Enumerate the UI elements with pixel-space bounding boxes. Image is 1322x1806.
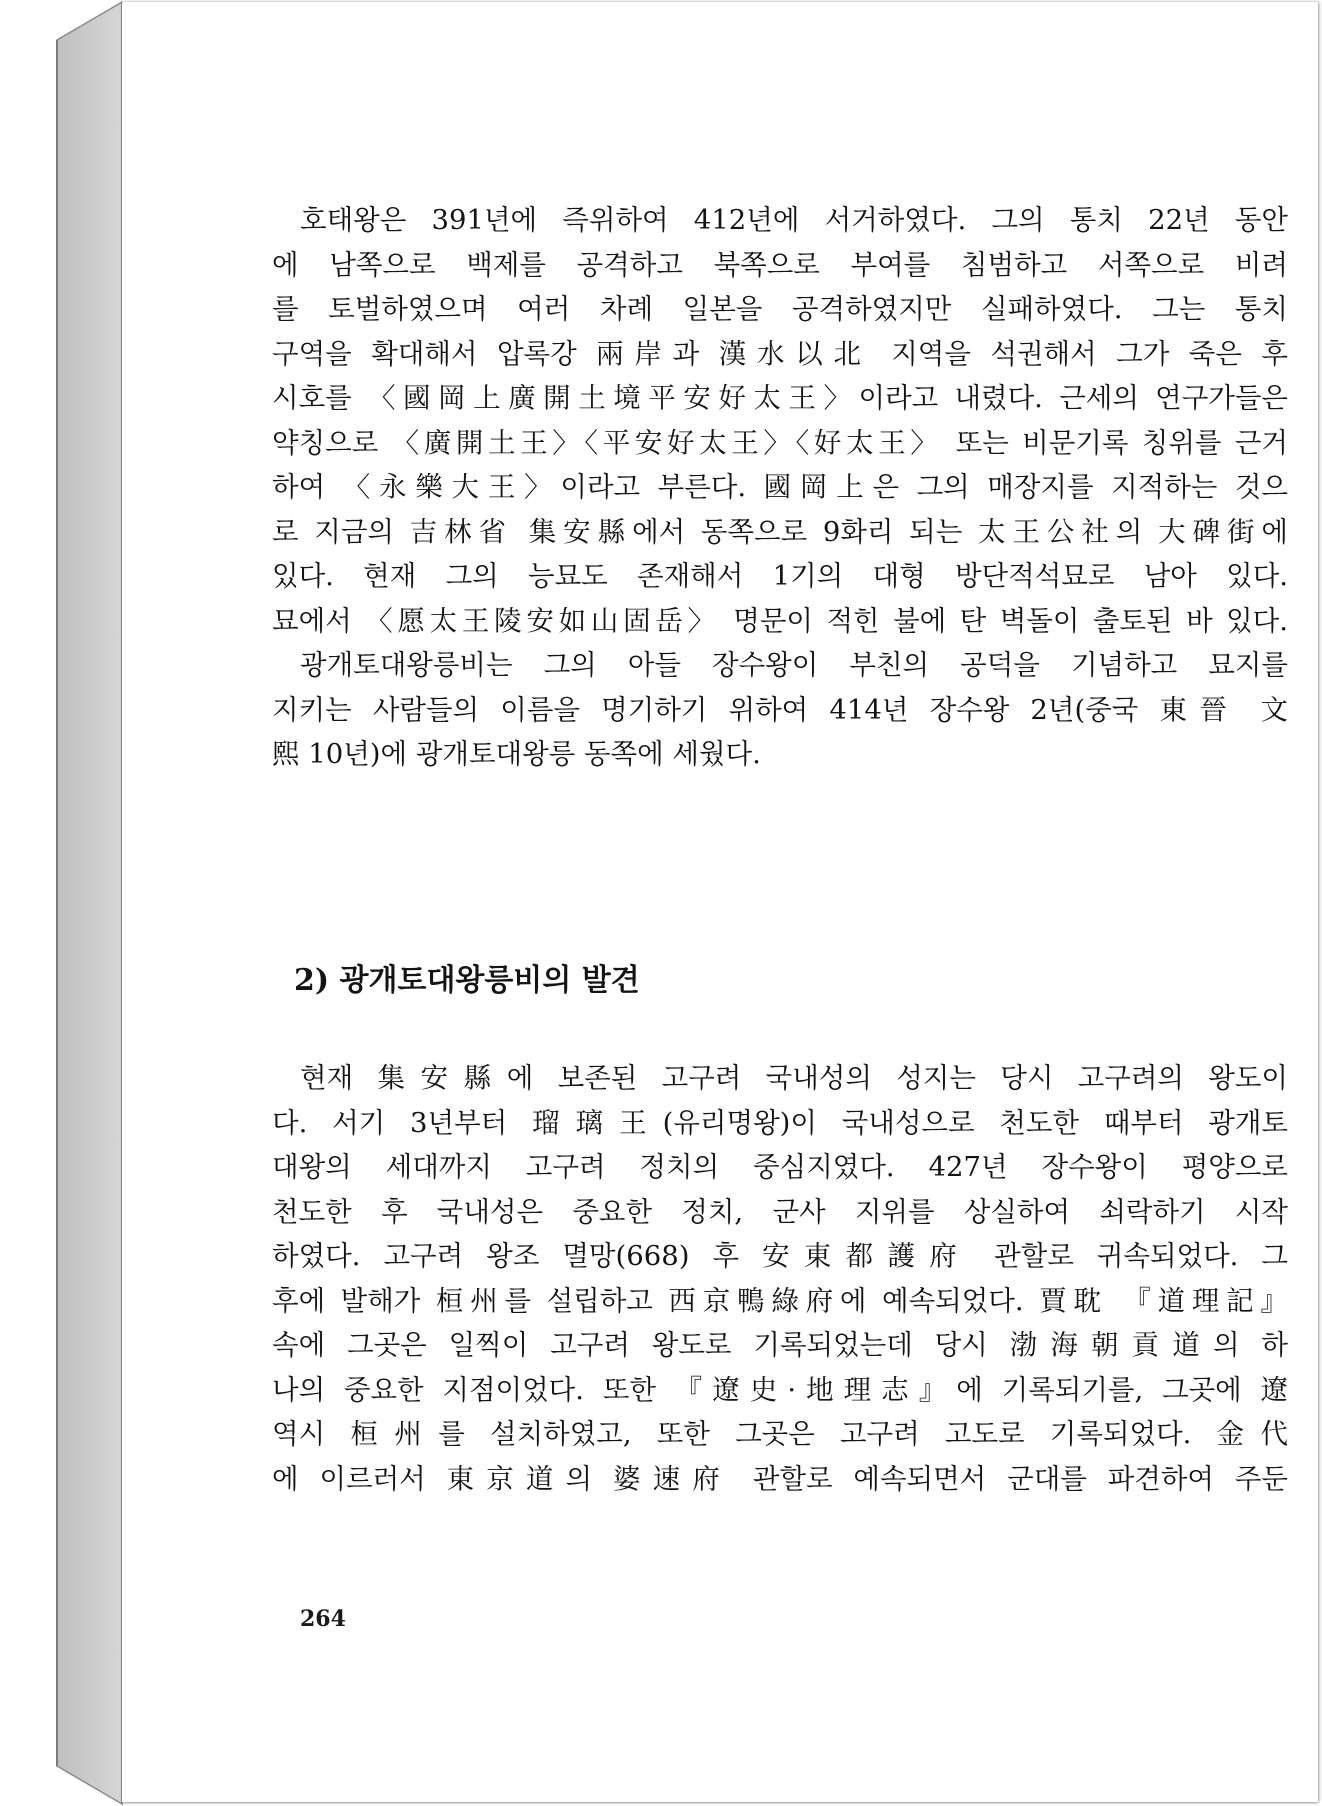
text-line: 약칭으로 〈廣開土王〉〈平安好太王〉〈好太王〉 또는 비문기록 칭위를 근거 [272,426,1288,459]
text-line: 하였다. 고구려 왕조 멸망(668) 후 安東都護府 관할로 귀속되었다. 그 [272,1240,1288,1272]
text-line: 에 이르러서 東京道의 婆速府 관할로 예속되면서 군대를 파견하여 주둔 [272,1462,1288,1495]
text-line: 호태왕은 391년에 즉위하여 412년에 서거하였다. 그의 통치 22년 동안 [300,204,1288,236]
text-line: 역시 桓州를 설치하였고, 또한 그곳은 고구려 고도로 기록되었다. 金代 [272,1418,1288,1450]
text-line: 있다. 현재 그의 능묘도 존재해서 1기의 대형 방단적석묘로 남아 있다. [272,560,1288,592]
body-text-bottom [272,1056,1288,1501]
text-line: 를 토벌하였으며 여러 차례 일본을 공격하였지만 실패하였다. 그는 통치 [272,293,1288,325]
text-line: 천도한 후 국내성은 중요한 정치, 군사 지위를 상실하여 쇠락하기 시작 [272,1195,1288,1228]
book-page [122,2,1318,1802]
text-line: 후에 발해가 桓州를 설립하고 西京鴨綠府에 예속되었다. 賈耽 『道理記』 [272,1284,1288,1317]
text-line: 에 남쪽으로 백제를 공격하고 북쪽으로 부여를 침범하고 서쪽으로 비려 [272,248,1288,281]
text-line: 熙 10년)에 광개토대왕릉 동쪽에 세웠다. [272,738,761,770]
text-line: 하여 〈永樂大王〉이라고 부른다. 國岡上은 그의 매장지를 지적하는 것으 [272,471,1288,503]
text-line: 구역을 확대해서 압록강 兩岸과 漢水以北 지역을 석권해서 그가 죽은 후 [272,337,1288,370]
text-line: 로 지금의 吉林省 集安縣에서 동쪽으로 9화리 되는 太王公社의 大碑街에 [272,515,1288,548]
paragraph-2 [272,643,1288,777]
section-heading: 2) 광개토대왕릉비의 발견 [294,963,640,998]
text-line: 다. 서기 3년부터 瑠璃王(유리명왕)이 국내성으로 천도한 때부터 광개토 [272,1106,1288,1139]
paragraph-3 [272,1056,1288,1501]
page-number: 264 [300,1606,346,1632]
text-line: 광개토대왕릉비는 그의 아들 장수왕이 부친의 공덕을 기념하고 묘지를 [300,649,1288,681]
text-line: 속에 그곳은 일찍이 고구려 왕도로 기록되었는데 당시 渤海朝貢道의 하 [272,1329,1288,1361]
text-line: 현재 集安縣에 보존된 고구려 국내성의 성지는 당시 고구려의 왕도이 [300,1062,1288,1094]
text-line: 지키는 사람들의 이름을 명기하기 위하여 414년 장수왕 2년(중국 東晉 文 [272,693,1288,726]
paragraph-1 [272,198,1288,643]
text-line: 시호를 〈國岡上廣開土境平安好太王〉이라고 내렸다. 근세의 연구가들은 [272,382,1288,414]
text-line: 묘에서 〈愿太王陵安如山固岳〉 명문이 적힌 불에 탄 벽돌이 출토된 바 있다. [272,604,1288,637]
text-line: 대왕의 세대까지 고구려 정치의 중심지였다. 427년 장수왕이 평양으로 [272,1151,1288,1183]
text-line: 나의 중요한 지점이었다. 또한 『遼史·地理志』에 기록되기를, 그곳에 遼 [272,1373,1288,1406]
body-text-top [272,198,1288,777]
